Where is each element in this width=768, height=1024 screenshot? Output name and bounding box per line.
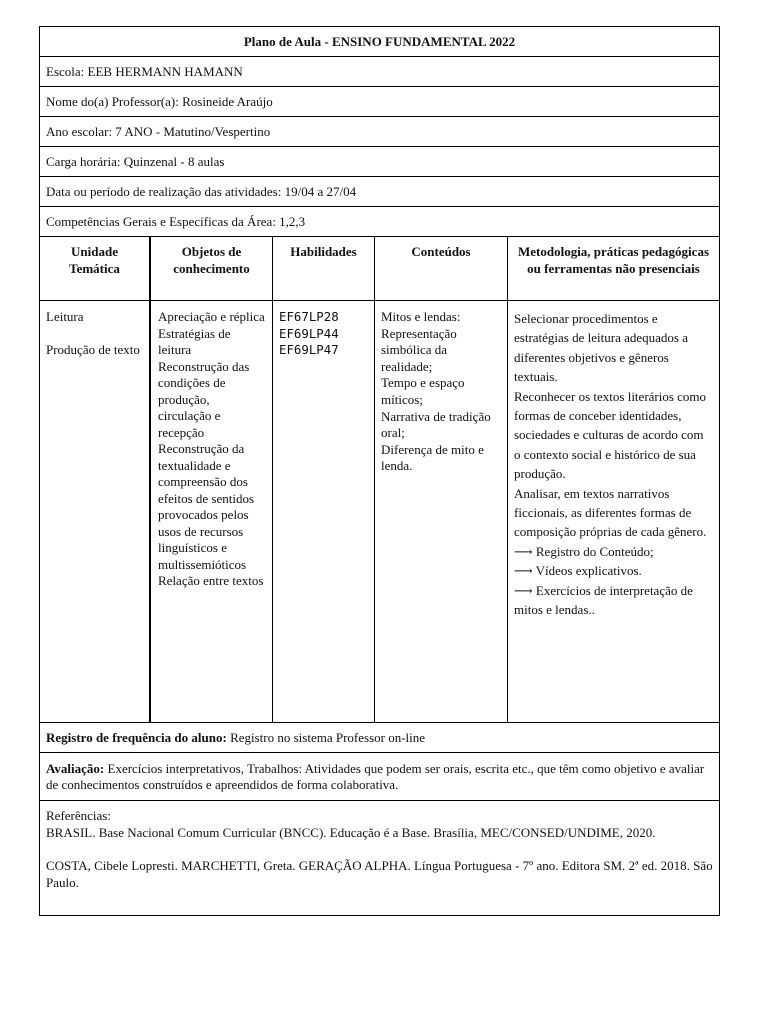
metodologia-item: Reconhecer os textos literários como formas de conceber identidades, sociedades e culturas de acordo com o contexto social e histórico de sua produção. (514, 388, 707, 482)
unidade-item: Produção de texto (46, 341, 140, 357)
metodologia-item: Analisar, em textos narrativos ficcionais, as diferentes formas de composição próprias de cada gênero. (514, 485, 707, 540)
header-habilidades: Habilidades (273, 237, 375, 300)
evaluation-label: Avaliação: (46, 761, 105, 776)
evaluation-value: Exercícios interpretativos, Trabalhos: Atividades que podem ser orais, escrita etc., que têm como objetivo e avaliar de conhecimentos construídos e apreendidos de forma colaborativa. (46, 761, 705, 792)
attendance-field (39, 723, 720, 753)
cell-metodologia (508, 301, 719, 722)
header-objetos: Objetos de conhecimento (151, 237, 273, 300)
references-label: Referências: (46, 808, 111, 823)
reference-item: BRASIL. Base Nacional Comum Curricular (BNCC). Educação é a Base. Brasília, MEC/CONSED/UNDIME, 2020. (46, 825, 656, 840)
cell-habilidades (273, 301, 375, 722)
references-field (39, 801, 720, 916)
habilidade-code: EF67LP28 (279, 309, 339, 324)
cell-objetos: Apreciação e réplica Estratégias de leitura Reconstrução das condições de produção, circulação e recepção Reconstrução da textualidade e compreensão dos efeitos de sentidos provocados pelos usos de recursos linguísticos e multissemióticos Relação entre textos (151, 301, 273, 722)
header-metodologia: Metodologia, práticas pedagógicas ou ferramentas não presenciais (517, 244, 709, 276)
header-conteudos: Conteúdos (375, 237, 508, 300)
attendance-value: Registro no sistema Professor on-line (226, 729, 426, 745)
cell-unidade (40, 301, 151, 722)
period-field: Data ou período de realização das atividades: 19/04 a 27/04 (39, 177, 720, 207)
habilidade-code: EF69LP47 (279, 342, 339, 357)
table-header-row (39, 237, 720, 301)
unidade-item: Leitura (46, 309, 84, 324)
competencies-field: Competências Gerais e Específicas da Área: 1,2,3 (39, 207, 720, 237)
header-unidade: Unidade Temática (40, 237, 151, 300)
grade-field: Ano escolar: 7 ANO - Matutino/Vespertino (39, 117, 720, 147)
metodologia-item: ⟶ Vídeos explicativos. (514, 563, 642, 579)
metodologia-item: ⟶ Exercícios de interpretação de mitos e lendas.. (514, 582, 693, 618)
teacher-field: Nome do(a) Professor(a): Rosineide Araújo (39, 87, 720, 117)
metodologia-item: ⟶ Registro do Conteúdo; (514, 543, 654, 559)
table-body-row (39, 301, 720, 723)
lesson-plan-document (39, 26, 720, 916)
evaluation-field (39, 753, 720, 801)
document-title: Plano de Aula - ENSINO FUNDAMENTAL 2022 (39, 26, 720, 57)
workload-field: Carga horária: Quinzenal - 8 aulas (39, 147, 720, 177)
habilidade-code: EF69LP44 (279, 325, 339, 341)
attendance-label: Registro de frequência do aluno: (46, 729, 227, 745)
cell-conteudos: Mitos e lendas: Representação simbólica da realidade; Tempo e espaço míticos; Narrativa de tradição oral; Diferença de mito e lenda. (375, 301, 508, 722)
school-field: Escola: EEB HERMANN HAMANN (39, 57, 720, 87)
metodologia-item: Selecionar procedimentos e estratégias de leitura adequados a diferentes objetivos e gêneros textuais. (514, 311, 688, 385)
reference-item: COSTA, Cibele Lopresti. MARCHETTI, Greta. GERAÇÃO ALPHA. Língua Portuguesa - 7º ano. Editora SM. 2ª ed. 2018. São Paulo. (46, 858, 713, 890)
